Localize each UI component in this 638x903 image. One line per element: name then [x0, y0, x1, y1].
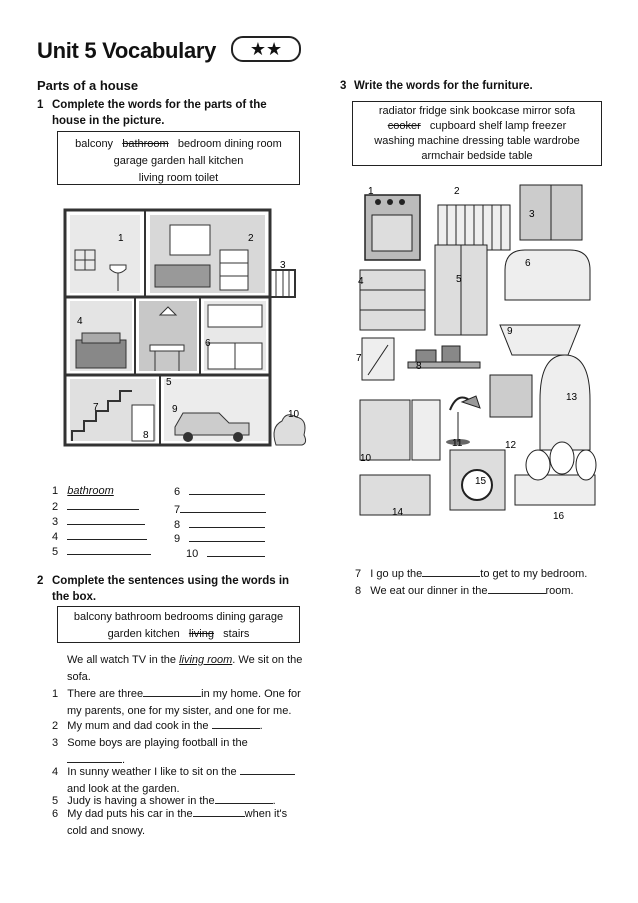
word-box-line: balcony bathroom bedrooms dining garage	[73, 611, 284, 623]
picture-label: 4	[77, 316, 83, 327]
answer-blank[interactable]	[215, 793, 273, 804]
picture-label: 7	[93, 402, 99, 413]
answer-blank[interactable]	[422, 566, 480, 577]
instruction-2: Complete the sentences using the words in the box.	[52, 575, 290, 603]
picture-label: 16	[553, 511, 565, 522]
answer-row	[174, 484, 265, 500]
sentence-text: and look at the garden.	[67, 783, 180, 795]
picture-label: 9	[172, 404, 178, 415]
sentence-number: 2	[52, 720, 59, 732]
sentence-text: my parents, one for my sister, and one for me.	[67, 705, 292, 717]
picture-label: 7	[356, 353, 362, 364]
sentence-text: We all watch TV in the	[67, 654, 180, 666]
answer-row	[52, 514, 145, 530]
answer-row	[174, 502, 266, 518]
answer-blank[interactable]	[189, 531, 265, 542]
sentence-text: to get to my bedroom.	[480, 568, 588, 580]
answer-blank[interactable]	[212, 718, 260, 729]
answer-blank[interactable]	[67, 529, 147, 540]
sentence-text: when it's	[244, 808, 288, 820]
picture-label: 3	[529, 209, 535, 220]
word-box-line: living room toilet	[138, 172, 219, 184]
sentence-number: 4	[52, 766, 59, 778]
sentence-text: room.	[545, 585, 574, 597]
answer-blank[interactable]	[67, 499, 139, 510]
answer-row	[52, 544, 151, 560]
picture-label: 9	[507, 326, 513, 337]
picture-label: 3	[280, 260, 286, 271]
example-answer: bathroom	[67, 485, 114, 497]
sentence-number: 8	[355, 585, 362, 597]
picture-label: 11	[452, 438, 463, 449]
answer-row	[52, 529, 147, 545]
picture-label: 5	[166, 377, 172, 388]
answer-blank[interactable]	[193, 806, 245, 817]
furniture-picture	[350, 180, 605, 525]
answer-number: 3	[52, 516, 59, 528]
word-box-1	[57, 131, 300, 185]
sentence-8	[355, 583, 615, 600]
sentence-number: 6	[52, 808, 59, 820]
picture-label: 2	[454, 186, 460, 197]
word: cupboard shelf lamp freezer	[429, 120, 567, 132]
picture-label: 8	[416, 361, 422, 372]
word: stairs	[223, 628, 250, 640]
sentence-text: We eat our dinner in the	[370, 585, 488, 597]
answer-row	[174, 531, 265, 547]
example-sentence	[67, 652, 307, 686]
sentence-text: There are three	[67, 688, 144, 700]
picture-label: 8	[143, 430, 149, 441]
answer-blank[interactable]	[67, 514, 145, 525]
example-answer: living room	[179, 654, 233, 666]
answer-blank[interactable]	[207, 546, 265, 557]
sentence-text: My dad puts his car in the	[67, 808, 193, 820]
answer-row	[186, 546, 265, 562]
answer-blank[interactable]	[240, 764, 295, 775]
answer-number: 9	[174, 533, 181, 545]
sentence-text: .	[122, 754, 126, 766]
answer-number: 10	[186, 548, 199, 560]
picture-label: 13	[566, 392, 578, 403]
instruction-1: Complete the words for the parts of the house in the picture.	[52, 99, 267, 127]
sentence-1	[52, 686, 302, 720]
sentence-6	[52, 806, 302, 840]
crossed-word: living	[188, 628, 214, 640]
sentence-2	[52, 718, 302, 735]
answer-number: 8	[174, 519, 181, 531]
answer-blank[interactable]	[189, 517, 265, 528]
word-box-3	[352, 101, 602, 166]
answer-blank[interactable]	[180, 502, 266, 513]
word: garden kitchen	[107, 628, 180, 640]
sentence-text: Some boys are playing football in the	[67, 737, 248, 749]
picture-label: 4	[358, 276, 364, 287]
answer-number: 4	[52, 531, 59, 543]
instruction-number-1: 1	[37, 99, 44, 111]
sentence-number: 7	[355, 568, 362, 580]
crossed-word: bathroom	[122, 138, 169, 150]
picture-label: 14	[392, 507, 404, 518]
answer-blank[interactable]	[189, 484, 265, 495]
instruction-number-3: 3	[340, 80, 347, 92]
sentence-7	[355, 566, 615, 583]
answer-number: 1	[52, 485, 59, 497]
sentence-text: sofa.	[67, 671, 91, 683]
word-box-line: radiator fridge sink bookcase mirror sofa	[378, 105, 576, 117]
word: bedroom dining room	[177, 138, 282, 150]
sentence-number: 5	[52, 795, 59, 807]
word-box-line: washing machine dressing table wardrobe	[374, 135, 580, 147]
picture-label: 5	[456, 274, 462, 285]
sentence-number: 3	[52, 737, 59, 749]
picture-label: 12	[505, 440, 517, 451]
instruction-3: Write the words for the furniture.	[354, 80, 533, 92]
section-heading: Parts of a house	[37, 78, 139, 93]
answer-row	[52, 484, 114, 499]
picture-label: 6	[205, 338, 211, 349]
word-box-2	[57, 606, 300, 643]
picture-label: 10	[288, 409, 300, 420]
answer-number: 2	[52, 501, 59, 513]
sentence-text: . We sit on the	[232, 654, 303, 666]
instruction-number-2: 2	[37, 575, 44, 587]
sentence-text: Judy is having a shower in the	[67, 795, 215, 807]
picture-label: 1	[118, 233, 124, 244]
sentence-text: I go up the	[370, 568, 423, 580]
word: balcony	[75, 138, 114, 150]
crossed-word: cooker	[387, 120, 421, 132]
answer-blank[interactable]	[67, 752, 122, 763]
sentence-number: 1	[52, 688, 59, 700]
word-box-line: garage garden hall kitchen	[113, 155, 244, 167]
page-title: Unit 5 Vocabulary	[37, 38, 217, 63]
answer-row	[52, 499, 139, 515]
picture-label: 1	[368, 186, 374, 197]
answer-blank[interactable]	[67, 544, 151, 555]
picture-label: 10	[360, 453, 372, 464]
sentence-text: in my home. One for	[201, 688, 301, 700]
sentence-text: cold and snowy.	[67, 825, 146, 837]
sentence-text: In sunny weather I like to sit on the	[67, 766, 237, 778]
sentence-text: .	[272, 795, 276, 807]
word-box-line: armchair bedside table	[421, 150, 533, 162]
answer-number: 7	[174, 504, 181, 516]
answer-blank[interactable]	[143, 686, 201, 697]
sentence-text: .	[259, 720, 263, 732]
picture-label: 15	[475, 476, 487, 487]
answer-number: 5	[52, 546, 59, 558]
answer-blank[interactable]	[488, 583, 546, 594]
picture-label: 2	[248, 233, 254, 244]
sentence-text: My mum and dad cook in the	[67, 720, 209, 732]
difficulty-stars: ★★	[231, 36, 301, 62]
picture-label: 6	[525, 258, 531, 269]
house-picture	[60, 205, 310, 450]
answer-number: 6	[174, 486, 181, 498]
